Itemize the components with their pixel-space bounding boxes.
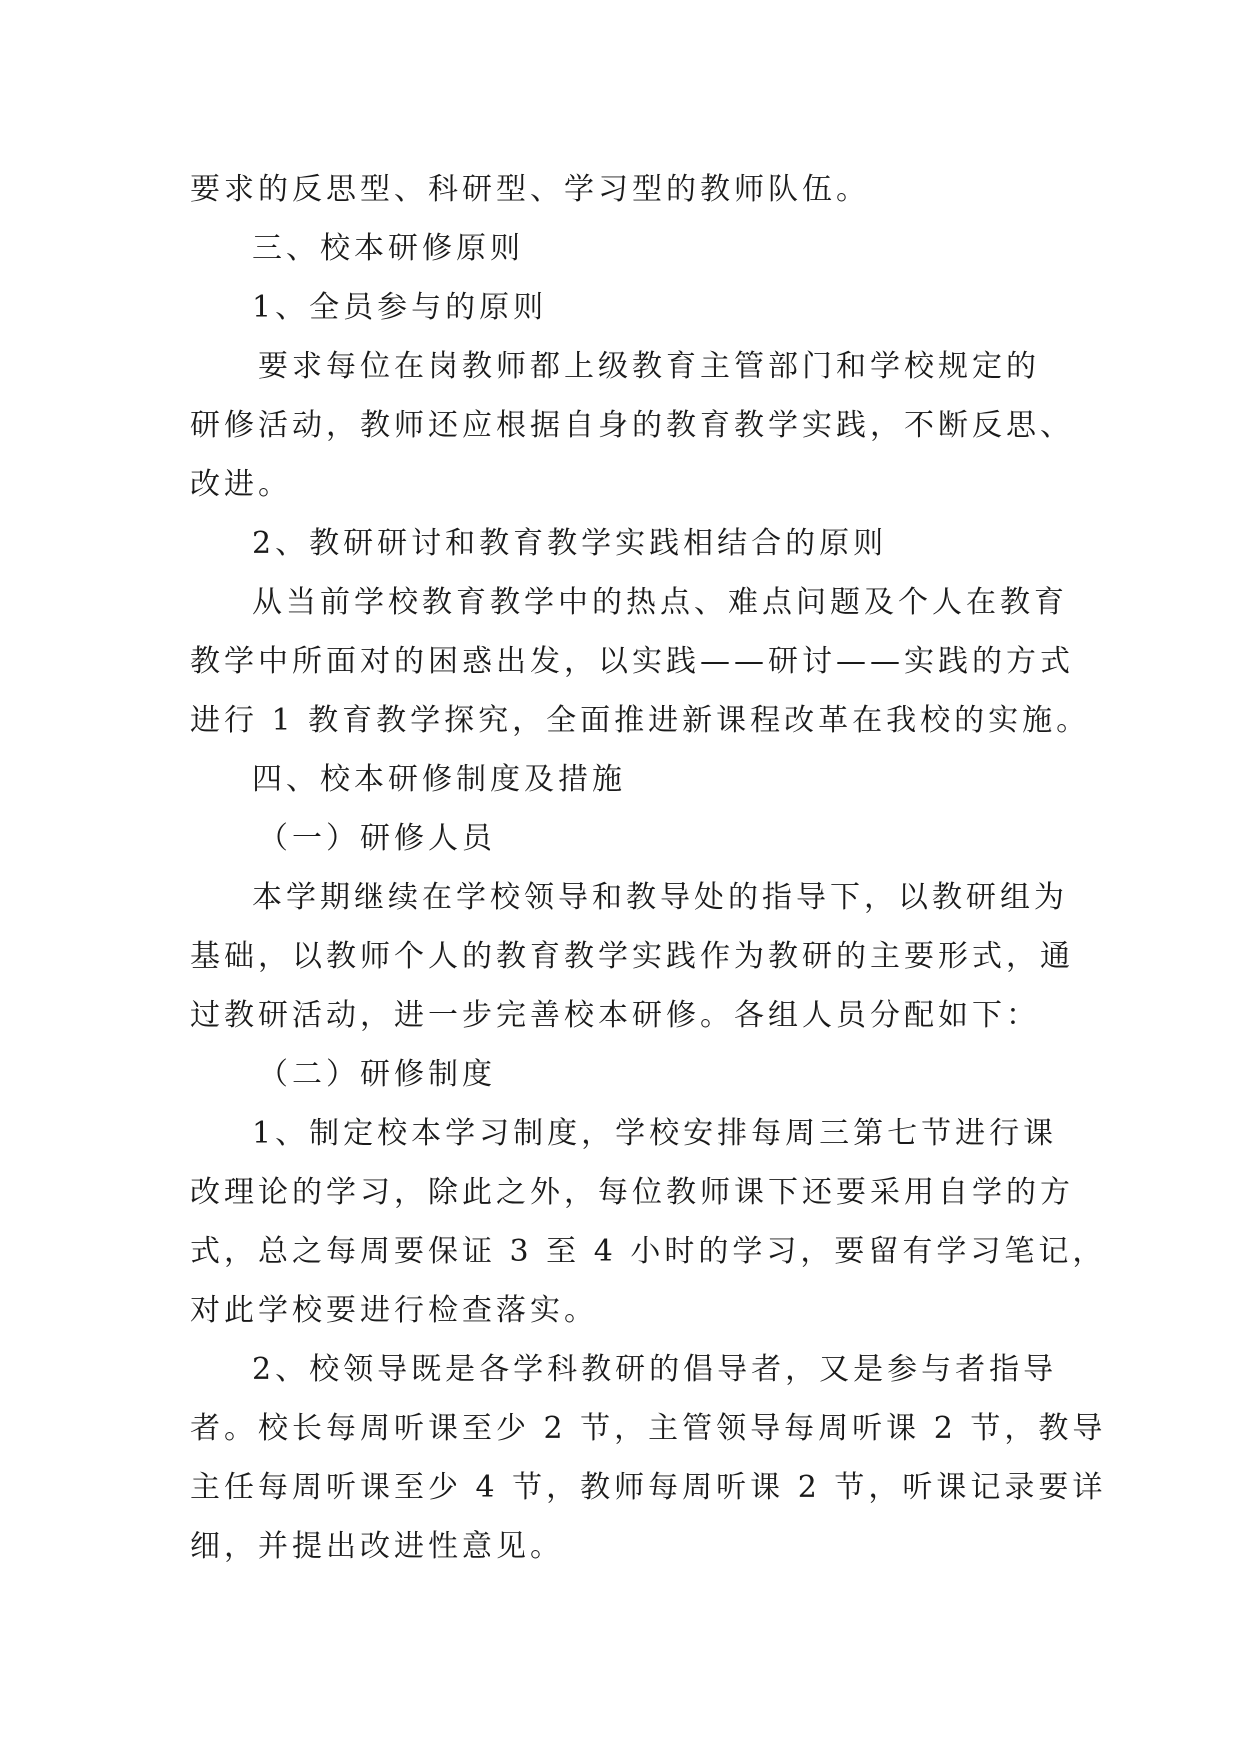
subsection-heading: （一）研修人员 xyxy=(258,821,496,856)
text-line: 主任每周听课至少 4 节，教师每周听课 2 节，听课记录要详 xyxy=(190,1470,1107,1505)
text-line: 要求每位在岗教师都上级教育主管部门和学校规定的 xyxy=(258,349,1040,384)
text-line: 进行 1 教育教学探究，全面推进新课程改革在我校的实施。 xyxy=(190,703,1091,738)
subsection-heading: （二）研修制度 xyxy=(258,1057,496,1092)
section-heading: 三、校本研修原则 xyxy=(252,231,524,266)
text-line: 者。校长每周听课至少 2 节，主管领导每周听课 2 节，教导 xyxy=(190,1411,1107,1446)
text-line: 教学中所面对的困惑出发，以实践——研讨——实践的方式 xyxy=(190,644,1074,679)
text-line: 式，总之每周要保证 3 至 4 小时的学习，要留有学习笔记， xyxy=(190,1234,1107,1269)
subsection-heading: 2、教研研讨和教育教学实践相结合的原则 xyxy=(252,526,888,561)
text-line: 本学期继续在学校领导和教导处的指导下，以教研组为 xyxy=(252,880,1068,915)
text-line: 对此学校要进行检查落实。 xyxy=(190,1293,598,1328)
text-line: 改理论的学习，除此之外，每位教师课下还要采用自学的方 xyxy=(190,1175,1074,1210)
text-line: 改进。 xyxy=(190,467,292,502)
text-line: 细，并提出改进性意见。 xyxy=(190,1529,564,1564)
text-line: 研修活动，教师还应根据自身的教育教学实践，不断反思、 xyxy=(190,408,1074,443)
subsection-heading: 1、全员参与的原则 xyxy=(252,290,548,325)
text-line: 2、校领导既是各学科教研的倡导者，又是参与者指导 xyxy=(252,1352,1058,1387)
text-line: 基础，以教师个人的教育教学实践作为教研的主要形式，通 xyxy=(190,939,1074,974)
document-body xyxy=(190,160,1107,1576)
text-line: 过教研活动，进一步完善校本研修。各组人员分配如下： xyxy=(190,998,1040,1033)
section-heading: 四、校本研修制度及措施 xyxy=(252,762,626,797)
text-line: 1、制定校本学习制度，学校安排每周三第七节进行课 xyxy=(252,1116,1058,1151)
text-line: 要求的反思型、科研型、学习型的教师队伍。 xyxy=(190,172,870,207)
text-line: 从当前学校教育教学中的热点、难点问题及个人在教育 xyxy=(252,585,1068,620)
